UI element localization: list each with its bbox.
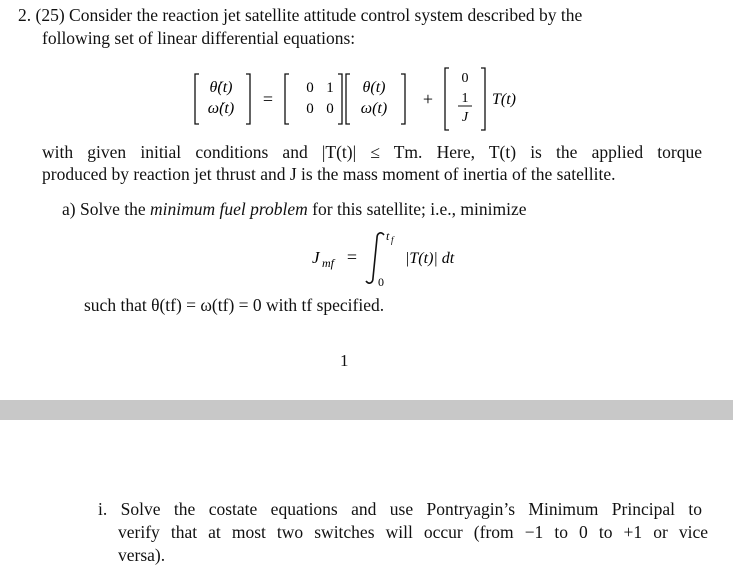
part-i-line-3: versa). <box>118 545 166 565</box>
a-21: 0 <box>306 101 314 117</box>
bracket-lhs-left <box>195 74 199 124</box>
input-torque: T(t) <box>492 91 516 108</box>
lhs-theta-dot: θ̇(t) <box>209 79 233 96</box>
lower-limit: 0 <box>378 275 384 288</box>
page-number: 1 <box>340 351 349 370</box>
x-omega: ω(t) <box>360 100 388 117</box>
part-a-label: a) <box>62 199 76 219</box>
part-a-emphasis: minimum fuel problem <box>149 199 308 219</box>
cost-subscript: mf <box>322 256 334 270</box>
a-11: 0 <box>306 80 314 96</box>
bracket-x-right <box>401 74 405 124</box>
part-i-line-1 <box>98 498 702 520</box>
integrand: |T(t)| dt <box>405 250 455 267</box>
constraint-line: such that θ(tf) = ω(tf) = 0 with tf specified. <box>84 295 385 315</box>
problem-intro-line-2: following set of linear differential equations: <box>42 28 356 48</box>
text-line-3: with given initial conditions and |T(t)| ≤ Tm. Here, T(t) is the applied torque <box>42 142 702 162</box>
bracket-x-left <box>346 74 350 124</box>
bracket-a-right <box>338 74 342 124</box>
bracket-b-left <box>445 68 449 130</box>
b-numerator: 1 <box>461 91 469 106</box>
bracket-lhs-right <box>246 74 250 124</box>
part-i-line-2: verify that at most two switches will occur (from −1 to 0 to +1 or vice <box>118 522 708 542</box>
text-line-4: produced by reaction jet thrust and J is the mass moment of inertia of the satellite. <box>42 164 616 184</box>
a-12: 1 <box>326 80 334 96</box>
part-i-text-1: Solve the costate equations and use Pontryagin’s Minimum Principal to <box>120 499 702 519</box>
document-page-2 <box>0 420 733 565</box>
part-a-text-pre: Solve the <box>79 199 146 219</box>
part-a-statement <box>62 198 702 220</box>
intro-text-1: Consider the reaction jet satellite attitude control system described by the <box>69 5 583 25</box>
part-a-text-post: for this satellite; i.e., minimize <box>312 199 527 219</box>
cost-symbol: J <box>312 248 320 267</box>
upper-limit-sub: f <box>391 235 394 245</box>
plus-sign: + <box>422 89 434 109</box>
problem-number: 2. <box>18 5 32 25</box>
x-theta: θ(t) <box>362 79 386 96</box>
upper-limit: t <box>386 229 390 243</box>
cost-equals: = <box>346 247 358 267</box>
bracket-a-left <box>285 74 289 124</box>
problem-intro-line-1 <box>18 4 708 26</box>
equals-sign: = <box>262 89 274 109</box>
state-space-equation <box>190 64 570 134</box>
page-gap <box>0 400 733 420</box>
bracket-b-right <box>481 68 485 130</box>
part-i-label: i. <box>98 499 108 519</box>
problem-points: (25) <box>35 5 65 25</box>
a-22: 0 <box>326 101 334 117</box>
b-top: 0 <box>461 71 469 86</box>
lhs-omega-dot: ω̇(t) <box>207 100 235 117</box>
b-denominator: J <box>461 110 469 125</box>
cost-functional <box>300 226 500 288</box>
